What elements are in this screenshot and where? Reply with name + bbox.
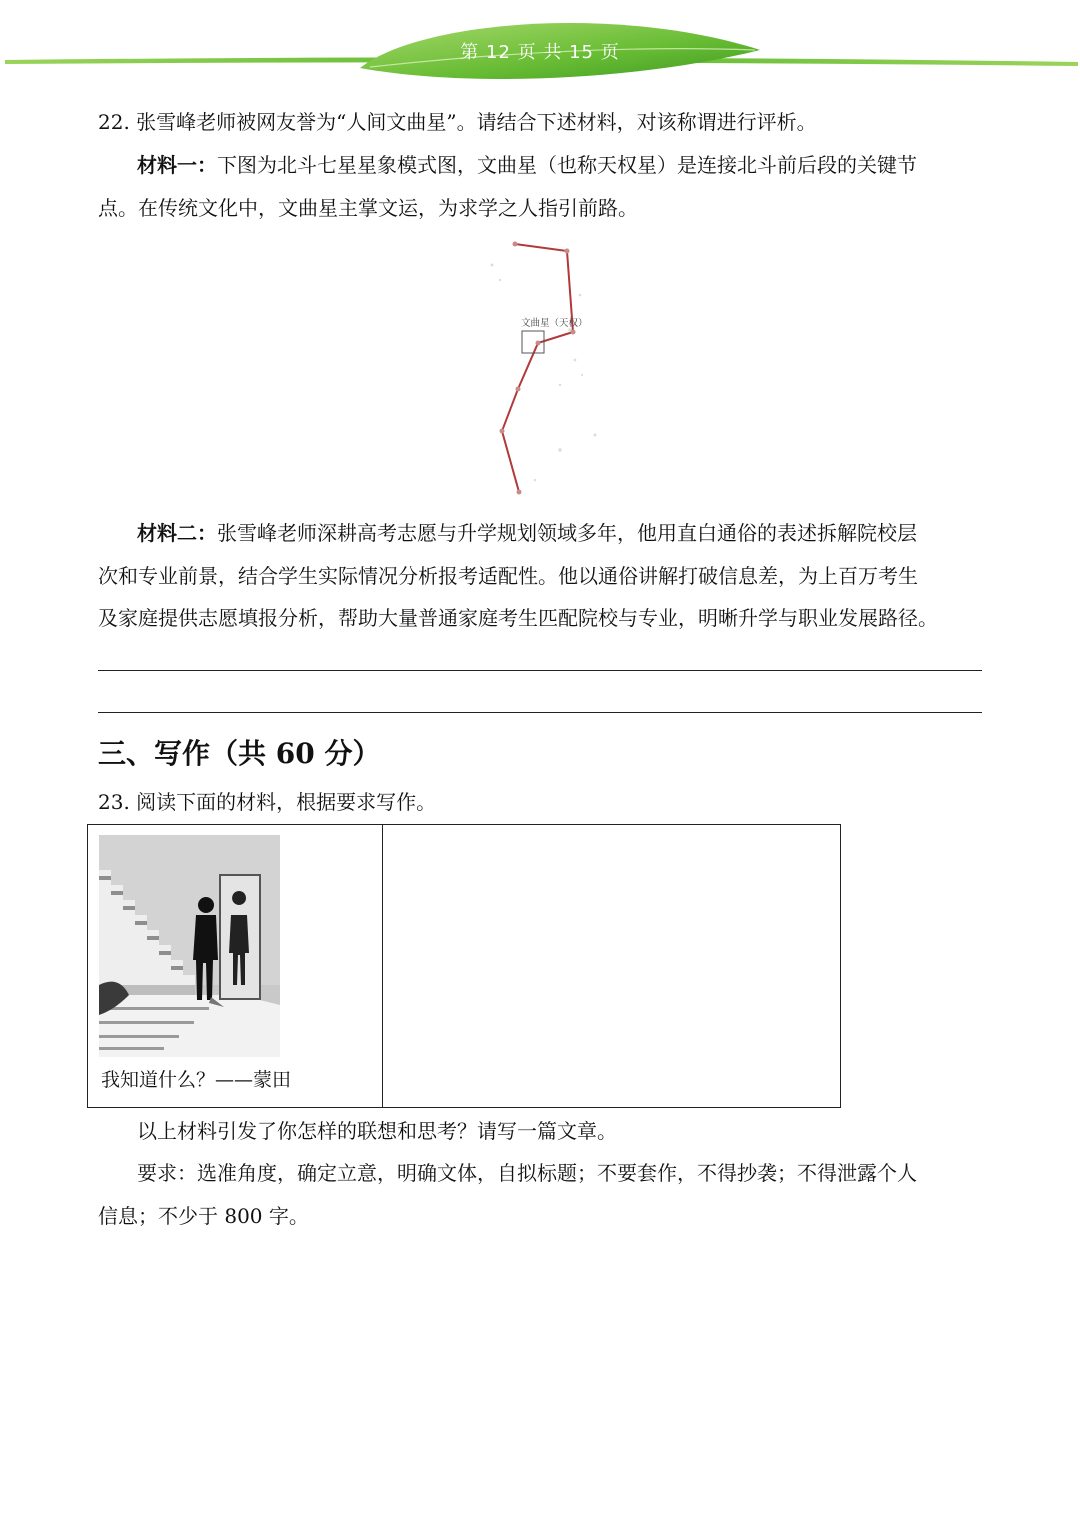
- writing-prompt: 以上材料引发了你怎样的联想和思考？请写一篇文章。: [137, 1119, 617, 1143]
- answer-line-1[interactable]: [98, 670, 982, 671]
- material-table: [87, 824, 841, 1108]
- material-2-lead: 材料二：: [137, 521, 217, 545]
- big-dipper-star-chart: [470, 235, 610, 500]
- section-3-title: 三、写作（共 60 分）: [98, 737, 381, 770]
- material-2-text-1: 张雪峰老师深耕高考志愿与升学规划领域多年，他用直白通俗的表述拆解院校层: [217, 521, 917, 545]
- requirements-line-2: 信息；不少于 800 字。: [98, 1204, 309, 1228]
- requirements-line-1: 要求：选准角度，确定立意，明确文体，自拟标题；不要套作，不得抄袭；不得泄露个人: [137, 1161, 917, 1185]
- material-2-line-1: [137, 519, 982, 547]
- question-23-text: 23. 阅读下面的材料，根据要求写作。: [98, 790, 437, 814]
- table-divider: [382, 825, 383, 1107]
- image-caption: 我知道什么？——蒙田: [101, 1069, 292, 1091]
- question-22-text: 22. 张雪峰老师被网友誉为“人间文曲星”。请结合下述材料，对该称谓进行评析。: [98, 110, 817, 134]
- material-2-line-2: 次和专业前景，结合学生实际情况分析报考适配性。他以通俗讲解打破信息差，为上百万考生: [98, 564, 918, 588]
- dipper-line: [502, 244, 573, 492]
- mirror: [220, 875, 260, 999]
- material-1-line-1: [137, 151, 982, 179]
- material-2-line-3: 及家庭提供志愿填报分析，帮助大量普通家庭考生匹配院校与专业，明晰升学与职业发展路径。: [98, 606, 938, 630]
- dipper-stars: [500, 242, 576, 495]
- mirror-staircase-illustration: [99, 835, 280, 1057]
- material-1-lead: 材料一：: [137, 153, 217, 177]
- wenqu-star-label: 文曲星（天权）: [521, 318, 588, 329]
- material-1-line-2: 点。在传统文化中，文曲星主掌文运，为求学之人指引前路。: [98, 196, 638, 220]
- page-header: [0, 0, 1080, 100]
- answer-line-2[interactable]: [98, 712, 982, 713]
- page-number-label: 第 12 页 共 15 页: [460, 42, 620, 63]
- material-1-text-1: 下图为北斗七星星象模式图，文曲星（也称天权星）是连接北斗前后段的关键节: [217, 153, 917, 177]
